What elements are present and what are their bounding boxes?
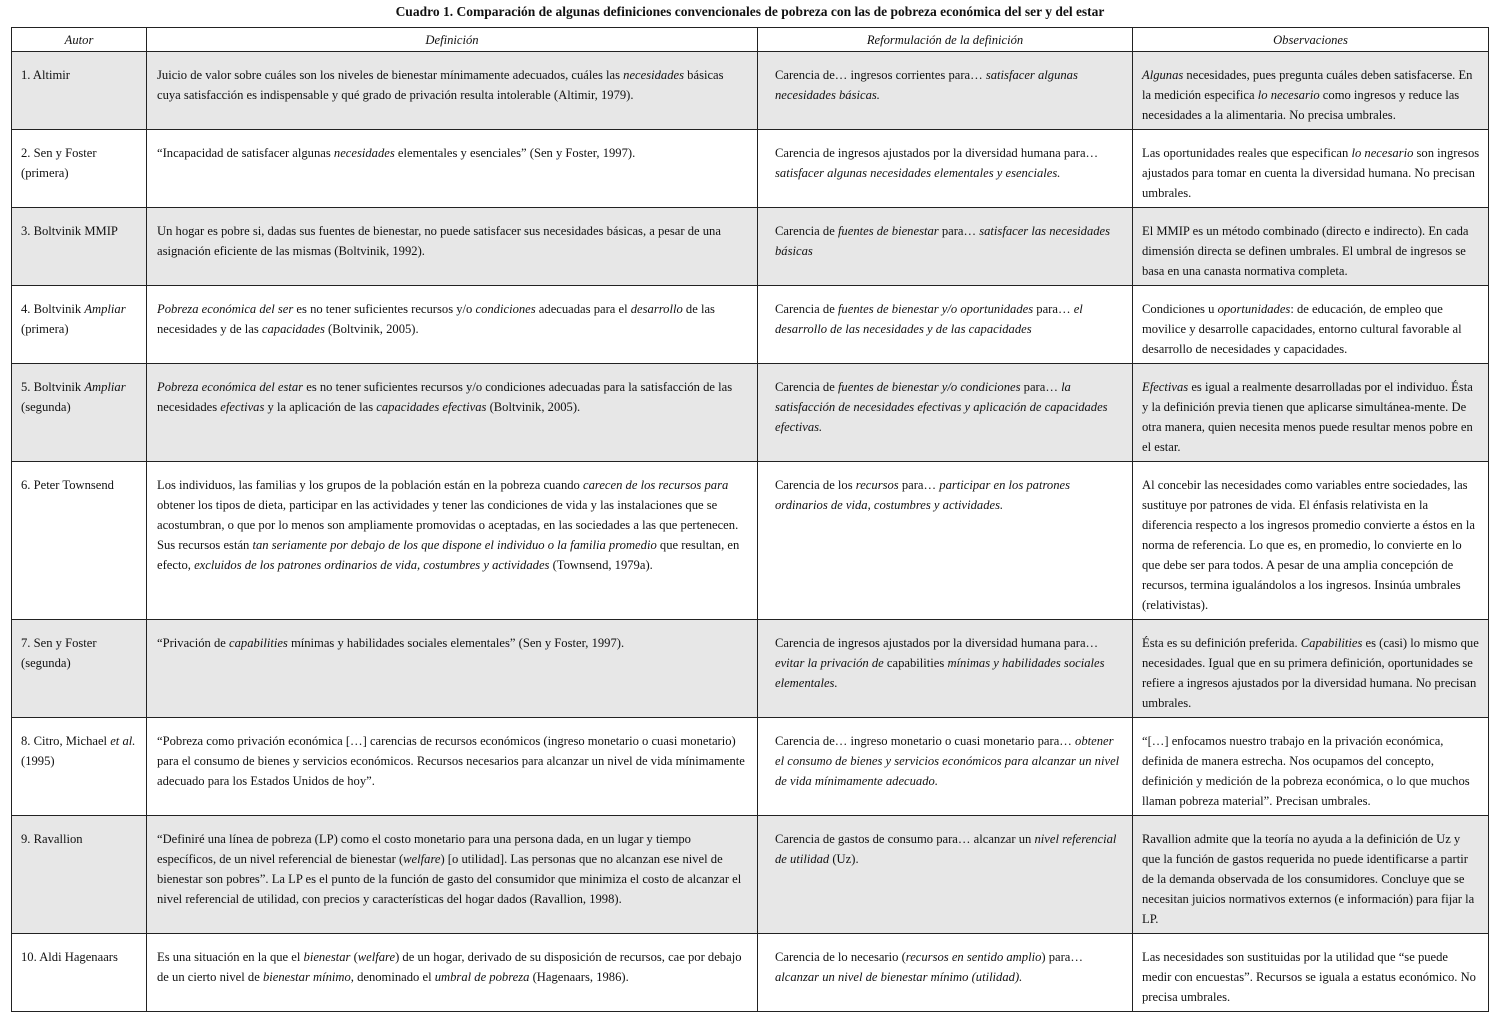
cell-text: necesidades <box>623 68 685 82</box>
cell-definicion <box>147 286 758 364</box>
cell-text: (segunda) <box>21 400 71 414</box>
cell-text: para… <box>1020 380 1062 394</box>
cell-text: 9. Ravallion <box>21 832 83 846</box>
cell-text: Algunas <box>1142 68 1184 82</box>
cell-text: y la aplicación de las <box>264 400 377 414</box>
cell-text: Pobreza económica del estar <box>157 380 304 394</box>
cell-text: fuentes de bienestar y/o condiciones <box>837 380 1021 394</box>
cell-text: Carencia de <box>775 224 838 238</box>
cell-text: alcanzar un nivel de bienestar mínimo (utilidad). <box>775 970 1023 984</box>
cell-text: welfare <box>357 950 396 964</box>
cell-observaciones <box>1133 620 1489 718</box>
table-row <box>12 462 1489 620</box>
cell-text: Carencia de gastos de consumo para… alcanzar un <box>775 832 1035 846</box>
header-autor: Autor <box>12 28 147 52</box>
cell-text: Las oportunidades reales que especifican <box>1142 146 1352 160</box>
cell-text: excluidos de los patrones ordinarios de vida, costumbres y actividades <box>194 558 550 572</box>
cell-autor <box>12 620 147 718</box>
cell-observaciones <box>1133 462 1489 620</box>
cell-text: umbral de pobreza <box>434 970 530 984</box>
cell-text: satisfacer algunas necesidades elementales y esenciales. <box>775 166 1061 180</box>
cell-definicion <box>147 364 758 462</box>
cell-text: Carencia de <box>775 380 838 394</box>
table-row <box>12 130 1489 208</box>
cell-text: capabilities <box>883 656 948 670</box>
cell-text: Es una situación en la que el <box>157 950 304 964</box>
cell-text: fuentes de bienestar y/o oportunidades <box>837 302 1034 316</box>
cell-text: (Uz). <box>829 852 859 866</box>
cell-text: Ampliar <box>84 302 126 316</box>
cell-autor <box>12 934 147 1012</box>
cell-autor <box>12 52 147 130</box>
cell-text: (Townsend, 1979a). <box>549 558 653 572</box>
table-row <box>12 286 1489 364</box>
cell-reformulacion <box>758 130 1133 208</box>
cell-text: (primera) <box>21 322 69 336</box>
cell-text: capabilities <box>229 636 288 650</box>
cell-text: satisfacer las necesidades básicas <box>775 224 1111 258</box>
cell-text: “Pobreza como privación económica […] carencias de recursos económicos (ingreso monetario o cuasi monetario) para el consumo de bienes y servicios económicos. Recursos necesarios para alcanzar un nivel de vida mínimamente adecuado para los Estados Unidos de hoy”. <box>157 734 745 788</box>
cell-text: recursos <box>855 478 899 492</box>
table-row <box>12 934 1489 1012</box>
cell-text: Carencia de… ingresos corrientes para… <box>775 68 986 82</box>
header-observaciones: Observaciones <box>1133 28 1489 52</box>
cell-text: , denominado el <box>350 970 435 984</box>
cell-text: participar en los patrones ordinarios de vida, costumbres y actividades. <box>775 478 1070 512</box>
cell-text: Ampliar <box>84 380 126 394</box>
cell-text: condiciones <box>475 302 536 316</box>
cell-definicion <box>147 52 758 130</box>
cell-text: evitar la privación de <box>775 656 884 670</box>
cell-text: satisfacer algunas necesidades básicas. <box>775 68 1078 102</box>
cell-text: 3. Boltvinik MMIP <box>21 224 118 238</box>
header-definicion: Definición <box>147 28 758 52</box>
table-row <box>12 52 1489 130</box>
cell-observaciones <box>1133 130 1489 208</box>
cell-text: Las necesidades son sustituidas por la utilidad que “se puede medir con encuestas”. Recursos se iguala a estatus económico. No precisa umbrales. <box>1142 950 1476 1004</box>
cell-autor <box>12 130 147 208</box>
table-title: Cuadro 1. Comparación de algunas definiciones convencionales de pobreza con las de pobreza económica del ser y del estar <box>395 4 1105 19</box>
cell-text: para… <box>938 224 980 238</box>
cell-text: Ravallion admite que la teoría no ayuda a la definición de Uz y que la función de gastos requerida no puede identificarse a partir de la demanda observada de los consumidores. Concluye que se necesitan juicios normativos externos (e información) para fijar la LP. <box>1142 832 1475 926</box>
cell-text: ) de un hogar, derivado de su disposición de recursos, cae por debajo de un cierto nivel de <box>157 950 742 984</box>
cell-text: es (casi) lo mismo que necesidades. Igual que en su primera definición, oportunidades se refiere a ingresos ajustados por la diversidad humana. No precisan umbrales. <box>1142 636 1479 710</box>
comparison-table <box>11 27 1489 1012</box>
cell-text: obtener los tipos de dieta, participar en las actividades y tener las condiciones de vida y las instalaciones que se acostumbran, o que por lo menos son ampliamente promovidas o aceptadas, en las sociedades a las que pertenecen. Sus recursos están <box>157 498 739 552</box>
cell-text: necesidades, pues pregunta cuáles deben satisfacerse. En la medición especifica <box>1142 68 1473 102</box>
cell-reformulacion <box>758 718 1133 816</box>
cell-text: 5. Boltvinik <box>21 380 85 394</box>
cell-text: es igual a realmente desarrolladas por el individuo. Ésta y la definición previa tienen que aplicarse simultánea-mente. De otra manera, quien necesita menos puede resultar menos pobre en el estar. <box>1142 380 1473 454</box>
table-row <box>12 620 1489 718</box>
cell-text: para… <box>898 478 940 492</box>
cell-text: efectivas <box>220 400 265 414</box>
cell-text: “[…] enfocamos nuestro trabajo en la privación económica, definida de manera estrecha. Nos ocupamos del concepto, definición y medición de la pobreza económica, o lo que muchos llaman pobreza material”. Precisan umbrales. <box>1142 734 1470 808</box>
cell-text: Carencia de… ingreso monetario o cuasi monetario para… <box>775 734 1076 748</box>
cell-text: que resultan, en efecto, <box>157 538 740 572</box>
cell-text: ( <box>350 950 358 964</box>
cell-text: Un hogar es pobre si, dadas sus fuentes de bienestar, no puede satisfacer sus necesidades básicas, a pesar de una asignación eficiente de las mismas (Boltvinik, 1992). <box>157 224 721 258</box>
cell-reformulacion <box>758 462 1133 620</box>
cell-autor <box>12 816 147 934</box>
cell-definicion <box>147 130 758 208</box>
cell-text: Efectivas <box>1142 380 1189 394</box>
cell-text: (Hagenaars, 1986). <box>529 970 629 984</box>
cell-text: Los individuos, las familias y los grupos de la población están en la pobreza cuando <box>157 478 583 492</box>
cell-text: como ingresos y reduce las necesidades a la alimentaria. No precisa umbrales. <box>1142 88 1460 122</box>
cell-text: elementales y esenciales” (Sen y Foster, 1997). <box>394 146 636 160</box>
cell-definicion <box>147 934 758 1012</box>
cell-definicion <box>147 816 758 934</box>
cell-autor <box>12 208 147 286</box>
cell-reformulacion <box>758 934 1133 1012</box>
cell-text: Al concebir las necesidades como variables entre sociedades, las sustituye por patrones de vida. El énfasis relativista en la diferencia respecto a los ingresos promedio convierte a éstos en la norma de referencia. Lo que es, en promedio, lo convierte en lo que debe ser para todos. A pesar de una amplia concepción de recursos, termina igualándolos a los ingresos. Insinúa umbrales (relativistas). <box>1142 478 1475 612</box>
cell-reformulacion <box>758 208 1133 286</box>
cell-text: Pobreza económica del ser <box>157 302 294 316</box>
cell-text: recursos en sentido amplio <box>905 950 1042 964</box>
cell-text: capacidades efectivas <box>376 400 487 414</box>
cell-observaciones <box>1133 286 1489 364</box>
cell-text: Carencia de ingresos ajustados por la diversidad humana para… <box>775 636 1099 650</box>
cell-autor <box>12 364 147 462</box>
cell-autor <box>12 462 147 620</box>
cell-text: mínimas y habilidades sociales elementales” (Sen y Foster, 1997). <box>287 636 625 650</box>
cell-reformulacion <box>758 816 1133 934</box>
cell-reformulacion <box>758 286 1133 364</box>
cell-text: “Privación de <box>157 636 230 650</box>
cell-text: son ingresos ajustados para tomar en cuenta la diversidad humana. No precisan umbrales. <box>1142 146 1480 200</box>
cell-text: : de educación, de empleo que movilice y desarrolle capacidades, entorno cultural favorable al desarrollo de necesidades y capacidades. <box>1142 302 1462 356</box>
cell-definicion <box>147 620 758 718</box>
cell-text: capacidades <box>261 322 325 336</box>
cell-text: la satisfacción de necesidades efectivas y aplicación de capacidades efectivas. <box>775 380 1108 434</box>
cell-text: mínimas y habilidades sociales elementales. <box>775 656 1105 690</box>
cell-text: carecen de los recursos para <box>583 478 729 492</box>
cell-observaciones <box>1133 208 1489 286</box>
cell-text: (Boltvinik, 2005). <box>486 400 581 414</box>
cell-definicion <box>147 718 758 816</box>
cell-text: 2. Sen y Foster (primera) <box>21 146 97 180</box>
cell-text: necesidades <box>333 146 395 160</box>
cell-text: 1. Altimir <box>21 68 70 82</box>
cell-text: Carencia de los <box>775 478 856 492</box>
cell-text: ) [o utilidad]. Las personas que no alcanzan ese nivel de bienestar son pobres”. La LP es el punto de la función de gasto del consumidor que minimiza el costo de alcanzar el nivel referencial de utilidad, con precios y características del hogar dados (Ravallion, 1998). <box>157 852 742 906</box>
cell-text: 7. Sen y Foster (segunda) <box>21 636 97 670</box>
cell-text: 10. Aldi Hagenaars <box>21 950 118 964</box>
cell-text: Ésta es su definición preferida. <box>1142 636 1301 650</box>
cell-text: Juicio de valor sobre cuáles son los niveles de bienestar mínimamente adecuados, cuáles las <box>157 68 624 82</box>
cell-observaciones <box>1133 934 1489 1012</box>
cell-observaciones <box>1133 718 1489 816</box>
cell-text: 8. Citro, Michael <box>21 734 111 748</box>
cell-text: welfare <box>403 852 441 866</box>
table-row <box>12 816 1489 934</box>
cell-text: para… <box>1033 302 1074 316</box>
cell-text: tan seriamente por debajo de los que dispone el individuo o la familia promedio <box>252 538 657 552</box>
cell-text: bienestar <box>303 950 351 964</box>
cell-text: ) para… <box>1041 950 1083 964</box>
cell-text: “Definiré una línea de pobreza (LP) como el costo monetario para una persona dada, en un lugar y tiempo específicos, de un nivel referencial de bienestar ( <box>157 832 691 866</box>
table-row <box>12 208 1489 286</box>
cell-text: adecuadas para el <box>535 302 631 316</box>
header-reformulacion: Reformulación de la definición <box>758 28 1133 52</box>
cell-text: bienestar mínimo <box>262 970 351 984</box>
cell-text: 4. Boltvinik <box>21 302 85 316</box>
cell-definicion <box>147 208 758 286</box>
header-row <box>12 28 1489 52</box>
cell-text: Condiciones u <box>1142 302 1218 316</box>
cell-observaciones <box>1133 816 1489 934</box>
cell-text: lo necesario <box>1257 88 1320 102</box>
cell-text: Carencia de lo necesario ( <box>775 950 906 964</box>
table-body <box>12 52 1489 1012</box>
cell-text: lo necesario <box>1351 146 1414 160</box>
cell-text: El MMIP es un método combinado (directo e indirecto). En cada dimensión directa se definen umbrales. El umbral de ingresos se basa en una canasta normativa completa. <box>1142 224 1469 278</box>
cell-observaciones <box>1133 364 1489 462</box>
table-row <box>12 718 1489 816</box>
cell-text: el desarrollo de las necesidades y de las capacidades <box>775 302 1083 336</box>
table-row <box>12 364 1489 462</box>
cell-text: (1995) <box>21 754 55 768</box>
cell-text: et al. <box>110 734 136 748</box>
cell-text: Carencia de ingresos ajustados por la diversidad humana para… <box>775 146 1099 160</box>
cell-autor <box>12 718 147 816</box>
cell-text: obtener el consumo de bienes y servicios económicos para alcanzar un nivel de vida mínimamente adecuado. <box>775 734 1120 788</box>
cell-reformulacion <box>758 364 1133 462</box>
cell-text: es no tener suficientes recursos y/o condiciones adecuadas para la satisfacción de las necesidades <box>157 380 733 414</box>
cell-text: Capabilities <box>1300 636 1363 650</box>
cell-reformulacion <box>758 620 1133 718</box>
cell-text: básicas cuya satisfacción es indispensable y qué grado de privación resulta intolerable (Altimir, 1979). <box>157 68 724 102</box>
cell-definicion <box>147 462 758 620</box>
cell-observaciones <box>1133 52 1489 130</box>
cell-text: desarrollo <box>630 302 683 316</box>
cell-text: oportunidades <box>1217 302 1291 316</box>
cell-text: es no tener suficientes recursos y/o <box>293 302 476 316</box>
cell-autor <box>12 286 147 364</box>
cell-text: (Boltvinik, 2005). <box>324 322 419 336</box>
cell-text: fuentes de bienestar <box>837 224 939 238</box>
cell-text: “Incapacidad de satisfacer algunas <box>157 146 334 160</box>
cell-text: 6. Peter Townsend <box>21 478 114 492</box>
cell-text: nivel referencial de utilidad <box>775 832 1117 866</box>
cell-text: de las necesidades y de las <box>157 302 715 336</box>
cell-reformulacion <box>758 52 1133 130</box>
cell-text: Carencia de <box>775 302 838 316</box>
